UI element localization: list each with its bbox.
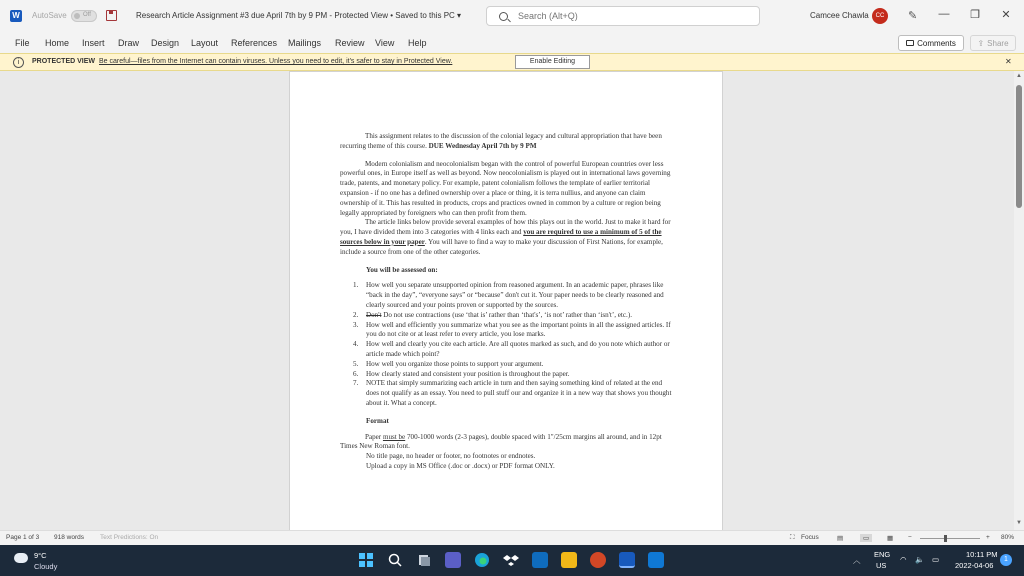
magnifier-icon: [387, 552, 403, 568]
language-code[interactable]: ENG: [874, 550, 891, 559]
share-button[interactable]: [970, 35, 1016, 51]
cloud-icon[interactable]: [14, 553, 28, 563]
word-count[interactable]: 918 words: [54, 534, 84, 541]
minimize-button[interactable]: —: [938, 8, 950, 20]
scrollbar-thumb[interactable]: [1016, 85, 1022, 208]
tab-help[interactable]: Help: [408, 38, 427, 48]
format-paragraph: [340, 433, 674, 453]
teams-chat-icon[interactable]: [445, 552, 461, 568]
zoom-slider-thumb[interactable]: [944, 535, 947, 542]
edge-icon[interactable]: [474, 552, 490, 568]
search-taskbar-icon[interactable]: [387, 552, 403, 568]
start-icon[interactable]: [358, 552, 374, 568]
list-number: 4.: [353, 340, 359, 349]
list-number: 6.: [353, 369, 359, 378]
tab-mailings[interactable]: Mailings: [288, 38, 322, 48]
wifi-icon[interactable]: ◠: [900, 555, 907, 564]
list-number: 5.: [353, 359, 359, 368]
focus-icon[interactable]: ⛶: [790, 534, 795, 541]
list-item: [353, 379, 674, 408]
search-box[interactable]: [486, 6, 760, 26]
zoom-level[interactable]: 80%: [1001, 534, 1015, 541]
assessed-heading: You will be assessed on:: [366, 265, 438, 274]
protected-view-message[interactable]: Be careful—files from the Internet can contain viruses. Unless you need to edit, it's safer to stay in Protected View.: [99, 58, 453, 65]
list-item: [353, 281, 674, 310]
intro-paragraph: [340, 132, 674, 152]
tab-home[interactable]: Home: [45, 38, 70, 48]
task-view-icon[interactable]: [416, 552, 432, 568]
read-mode-icon[interactable]: ▤: [837, 535, 844, 542]
vertical-scrollbar[interactable]: [1014, 71, 1024, 530]
tab-design[interactable]: Design: [151, 38, 180, 48]
battery-icon[interactable]: ▭: [932, 555, 940, 564]
list-number: 1.: [353, 281, 359, 290]
autosave-state: Off: [83, 12, 91, 18]
autosave-label: AutoSave: [32, 11, 67, 20]
clock-date[interactable]: 2022-04-06: [955, 561, 994, 570]
scroll-up-icon[interactable]: ▲: [1016, 73, 1022, 79]
document-title[interactable]: Research Article Assignment #3 due April 7th by 9 PM - Protected View • Saved to this PC ▾: [136, 11, 462, 20]
notification-badge[interactable]: 1: [1000, 554, 1012, 566]
search-icon: [499, 12, 508, 21]
autosave-toggle[interactable]: [71, 10, 97, 22]
dropbox-icon[interactable]: [503, 552, 519, 568]
due-date: DUE Wednesday April 7th by 9 PM: [428, 141, 537, 150]
struck-text: Don't: [366, 310, 382, 319]
list-text: NOTE that simply summarizing each article in turn and then saying something kind of related at the end does not qualify as an essay. You need to pull stuff our and organize it in a new way that shows you thought about it. What a concept.: [366, 379, 672, 407]
share-label: Share: [987, 38, 1009, 48]
clock-time[interactable]: 10:11 PM: [966, 550, 998, 559]
list-text: Do not use contractions (use ‘that is’ rather than ‘that's’, ‘is not’ rather than ‘isn't’, etc.).: [381, 310, 632, 319]
text-predictions[interactable]: Text Predictions: On: [100, 534, 159, 541]
taskbar: [0, 545, 1024, 576]
comments-button[interactable]: [898, 35, 964, 51]
windows-logo-icon: [358, 552, 374, 568]
dropbox-glyph: [503, 552, 519, 568]
list-text: How well you organize those points to support your argument.: [366, 359, 544, 368]
outlook-icon[interactable]: [648, 552, 664, 568]
articles-text-a: The article links below provide several examples of how this plays out in the world. Just to make it hard for you, I have divided them into 3 categories with 4 links each and: [340, 218, 671, 237]
word-taskbar-icon[interactable]: [619, 552, 635, 568]
list-text: How well and efficiently you summarize what you see as the important points in all the assigned articles. If you do not cite or at least refer to every article, you lose marks.: [366, 320, 671, 339]
format-heading: Format: [366, 416, 389, 425]
list-item: [353, 359, 674, 370]
list-item: [353, 340, 674, 360]
focus-label[interactable]: Focus: [801, 534, 819, 541]
format-text-a: Paper: [365, 432, 382, 441]
chevron-up-icon[interactable]: ︿: [853, 556, 861, 565]
web-layout-icon[interactable]: ▦: [887, 535, 894, 542]
zoom-slider[interactable]: [920, 538, 980, 539]
paragraph-colonialism: Modern colonialism and neocolonialism began with the control of powerful European countries over less powerful ones, in Europe itself as well as beyond. Now neocolonialism is played out in international laws governing trade, patents, and monetary policy. For example, patent colonialism follows the template of earlier territorial expansion - if no one has a defined ownership over a place or thing, it is terra nullius, and anyone can claim ownership of it. This has resulted in products, crops and practices owned in common by a culture or region being legally appropriated by foreigners who can then profit from them.: [340, 159, 671, 217]
tab-references[interactable]: References: [231, 38, 278, 48]
list-number: 3.: [353, 320, 359, 329]
intro-text: This assignment relates to the discussion of the colonial legacy and cultural appropriation that have been recurring theme of this course.: [340, 132, 662, 150]
edge-glyph: [474, 552, 490, 568]
comments-label: Comments: [917, 38, 956, 48]
status-bar: [0, 530, 1024, 545]
title-bar: [0, 0, 1024, 32]
weather-condition[interactable]: Cloudy: [34, 562, 58, 571]
close-window-button[interactable]: ✕: [1001, 9, 1011, 21]
enable-editing-button[interactable]: Enable Editing: [515, 55, 590, 69]
save-icon[interactable]: [106, 10, 117, 21]
tab-draw[interactable]: Draw: [118, 38, 140, 48]
format-emphasis: must be: [382, 432, 406, 441]
tab-layout[interactable]: Layout: [191, 38, 219, 48]
protected-view-bar: [0, 53, 1024, 71]
comment-icon: [906, 40, 914, 46]
restore-button[interactable]: ❐: [970, 9, 980, 21]
list-item: [353, 320, 674, 341]
share-icon: ⇪: [977, 38, 985, 48]
word-app-icon: W: [10, 10, 22, 22]
pen-icon[interactable]: ✎: [908, 10, 918, 22]
print-layout-icon[interactable]: ▭: [860, 534, 872, 542]
list-item: [353, 369, 674, 380]
tab-insert[interactable]: Insert: [82, 38, 105, 48]
list-text: How well and clearly you cite each article. Are all quotes marked as such, and do you note which author or article made which point?: [366, 340, 670, 358]
requirement-text: you are required to use a minimum of 5 of the sources below in your paper: [340, 228, 662, 246]
format-line-2: No title page, no header or footer, no footnotes or endnotes.: [366, 452, 536, 461]
info-icon: i: [13, 57, 24, 68]
document-body: [340, 132, 674, 472]
powerpoint-icon[interactable]: [590, 552, 606, 568]
document-page[interactable]: [289, 71, 723, 530]
mail-icon[interactable]: [532, 552, 548, 568]
toggle-knob: [74, 13, 80, 19]
ribbon-tabs: [0, 32, 1024, 53]
user-name[interactable]: Camcee Chawla: [810, 11, 869, 20]
protected-view-title: PROTECTED VIEW: [32, 58, 96, 65]
format-line-3: Upload a copy in MS Office (.doc or .docx) or PDF format ONLY.: [366, 461, 555, 470]
close-icon[interactable]: ✕: [1005, 57, 1012, 66]
zoom-in-icon[interactable]: +: [986, 534, 990, 541]
language-region[interactable]: US: [876, 561, 887, 570]
format-text-c: 700-1000 words (2-3 pages), double spaced with 1"/25cm margins all around, and in 12pt Times New Roman font.: [340, 432, 662, 451]
file-explorer-icon[interactable]: [561, 552, 577, 568]
tab-review[interactable]: Review: [335, 38, 365, 48]
list-number: 2.: [353, 310, 359, 319]
scroll-down-icon[interactable]: ▼: [1016, 520, 1022, 526]
list-text: How clearly stated and consistent your position is throughout the paper.: [366, 369, 570, 378]
task-view-glyph: [416, 552, 432, 568]
document-canvas: [0, 71, 1014, 530]
list-text: How well you separate unsupported opinion from reasoned argument. In an academic paper, phrases like “back in the day”, “everyone says” or “because” don't cut it. Your paper needs to be clearly reasoned and clearly sourced and your points proven or supported by the sources.: [366, 281, 664, 309]
list-item: [353, 310, 674, 321]
articles-text-c: . You will have to find a way to make your discussion of First Nations, for example, include a source from one of the other categories.: [340, 237, 663, 256]
tab-view[interactable]: View: [375, 38, 395, 48]
tab-file[interactable]: File: [15, 38, 30, 48]
page-count[interactable]: Page 1 of 3: [6, 534, 40, 541]
search-input[interactable]: [518, 11, 738, 21]
volume-icon[interactable]: 🔈: [915, 555, 925, 564]
assessment-list: [353, 281, 674, 408]
weather-temp[interactable]: 9°C: [34, 551, 47, 560]
zoom-out-icon[interactable]: −: [908, 534, 912, 541]
avatar[interactable]: CC: [872, 8, 888, 24]
list-number: 7.: [353, 379, 359, 388]
paragraph-articles: [340, 218, 674, 257]
